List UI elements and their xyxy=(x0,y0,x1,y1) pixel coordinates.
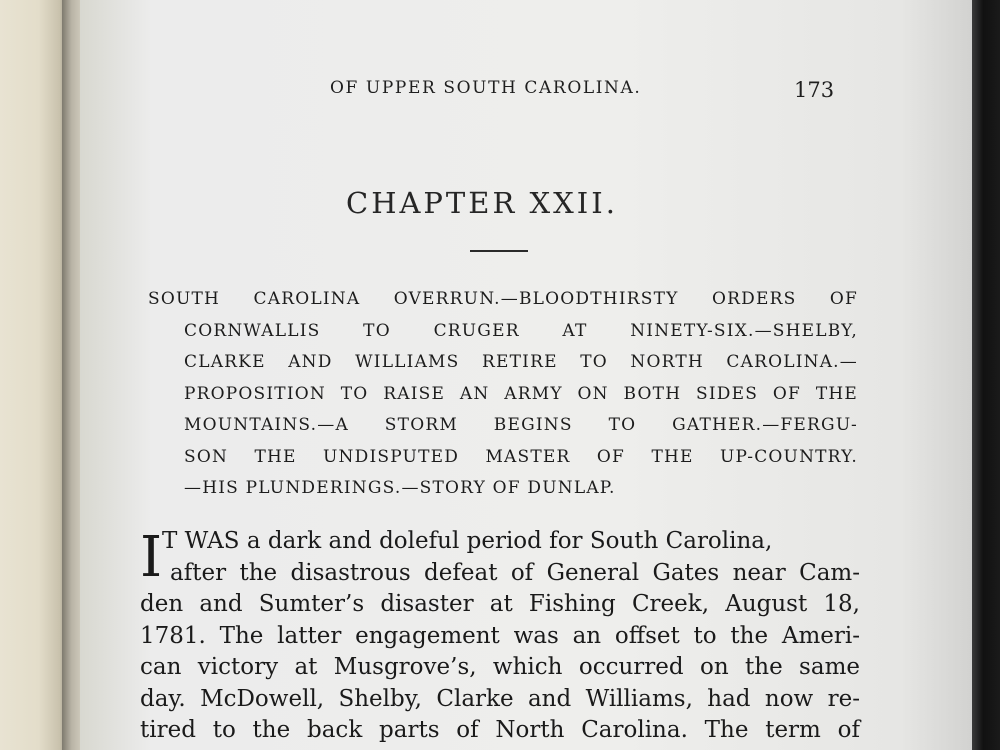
drop-cap: I xyxy=(140,525,163,590)
facing-page-edge xyxy=(0,0,70,750)
synopsis-line: SON THE UNDISPUTED MASTER OF THE UP-COUNTRY. xyxy=(184,446,858,467)
paragraph-line: day. McDowell, Shelby, Clarke and Williams, had now re- xyxy=(140,685,860,712)
synopsis-line: SOUTH CAROLINA OVERRUN.—BLOODTHIRSTY ORDERS OF xyxy=(148,289,858,309)
paragraph-line: 1781. The latter engagement was an offset to the Ameri- xyxy=(140,622,860,649)
body-paragraph xyxy=(140,526,860,747)
running-head: OF UPPER SOUTH CAROLINA. xyxy=(330,78,642,98)
chapter-synopsis xyxy=(148,284,858,505)
synopsis-line: CLARKE AND WILLIAMS RETIRE TO NORTH CAROLINA.— xyxy=(184,352,858,372)
paragraph-line: can victory at Musgrove’s, which occurred on the same xyxy=(140,654,860,680)
paragraph-line: tired to the back parts of North Carolina. The term of xyxy=(140,717,860,743)
synopsis-line: MOUNTAINS.—A STORM BEGINS TO GATHER.—FERGU- xyxy=(184,415,858,435)
chapter-rule xyxy=(470,250,528,252)
synopsis-line: PROPOSITION TO RAISE AN ARMY ON BOTH SIDES OF THE xyxy=(184,383,858,404)
page-number: 173 xyxy=(794,78,835,102)
synopsis-line: —HIS PLUNDERINGS.—STORY OF DUNLAP. xyxy=(184,478,616,498)
paragraph-line: T WAS a dark and doleful period for South Carolina, xyxy=(162,528,773,554)
chapter-title: CHAPTER XXII. xyxy=(346,186,618,220)
paragraph-line: den and Sumter’s disaster at Fishing Creek, August 18, xyxy=(140,591,860,617)
book-cover-edge xyxy=(972,0,1000,750)
paragraph-line: after the disastrous defeat of General Gates near Cam- xyxy=(170,559,860,586)
synopsis-line: CORNWALLIS TO CRUGER AT NINETY-SIX.—SHELBY, xyxy=(184,320,858,341)
